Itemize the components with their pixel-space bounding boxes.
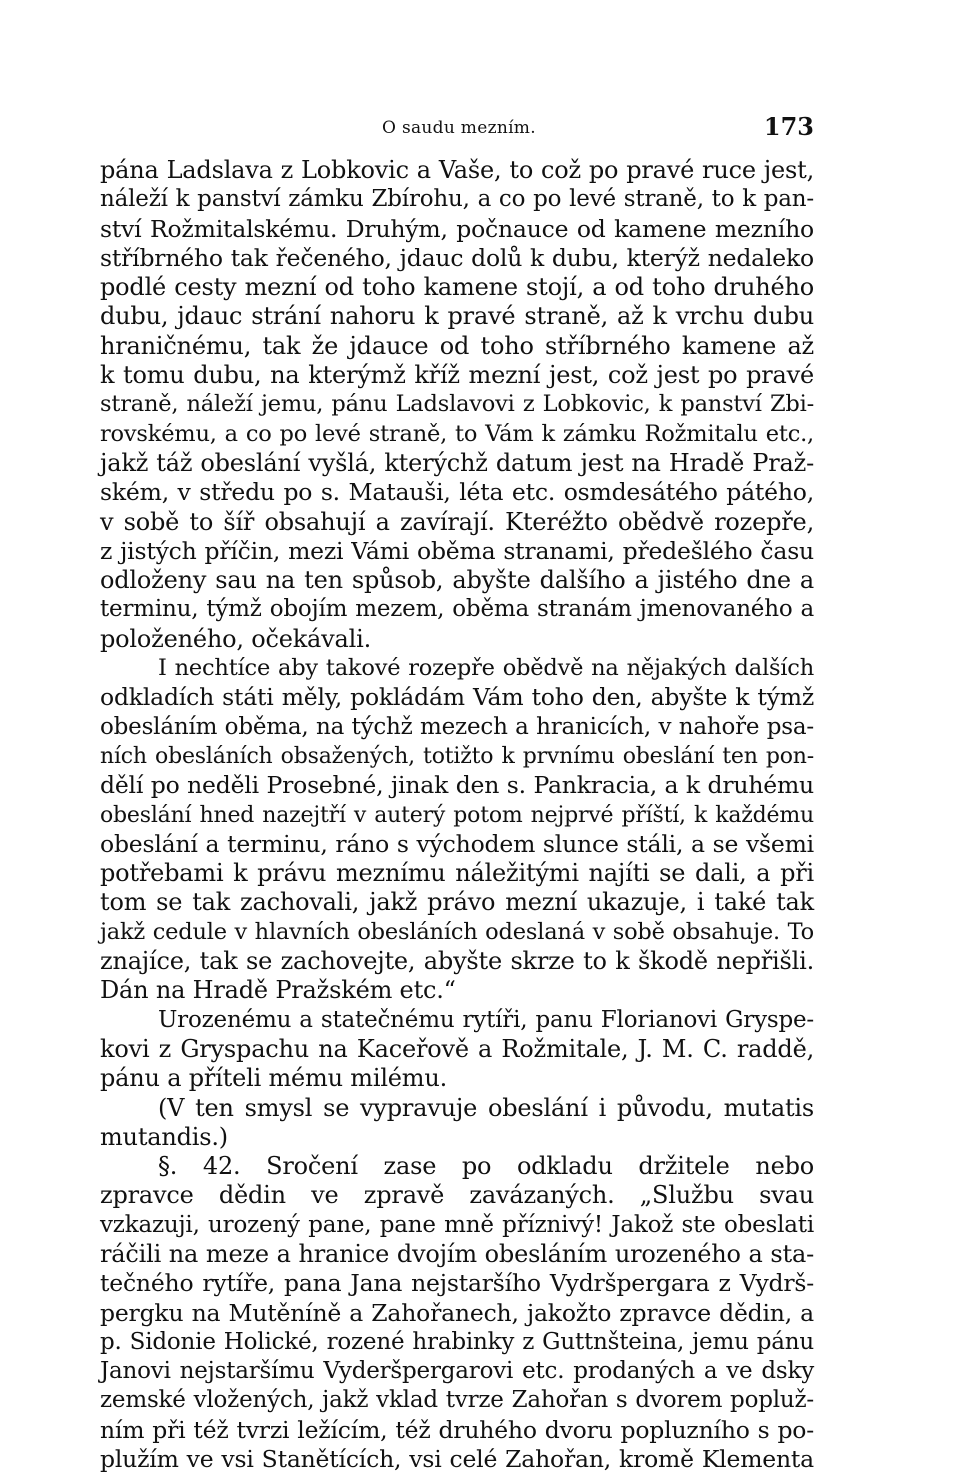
text-line: kovi z Gryspachu na Kaceřově a Rožmitale, J. M. C. raddě, bbox=[100, 1034, 814, 1063]
text-line: hraničnému, tak že jdauce od toho stříbrného kamene až bbox=[100, 331, 814, 360]
text-line: Dán na Hradě Pražském etc.“ bbox=[100, 976, 456, 1005]
text-line: položeného, očekávali. bbox=[100, 624, 372, 653]
text-line: obeslání a terminu, ráno s východem slunce stáli, a se všemi bbox=[100, 829, 814, 858]
text-line: zemské vložených, jakž vklad tvrze Zahořan s dvorem popluž- bbox=[100, 1387, 814, 1414]
text-line: k tomu dubu, na kterýmž kříž mezní jest, což jest po pravé bbox=[100, 361, 814, 390]
text-line: stříbrného tak řečeného, jdauc dolů k dubu, kterýž nedaleko bbox=[100, 243, 814, 272]
text-line: znajíce, tak se zachovejte, abyšte skrze to k škodě nepřišli. bbox=[100, 947, 814, 976]
text-line: pánu a příteli mému milému. bbox=[100, 1064, 448, 1093]
text-line: vzkazuji, urozený pane, pane mně příznivý! Jakož ste obeslati bbox=[100, 1211, 814, 1238]
text-line: p. Sidonie Holické, rozené hrabinky z Guttnšteina, jemu pánu bbox=[100, 1328, 814, 1355]
text-line: ních obesláních obsažených, totižto k prvnímu obeslání ten pon- bbox=[100, 743, 814, 769]
text-line: ráčili na meze a hranice dvojím obesláním urozeného a sta- bbox=[100, 1239, 814, 1268]
text-line: jakž cedule v hlavních obesláních odeslaná v sobě obsahuje. To bbox=[100, 918, 814, 945]
text-line: náleží k panství zámku Zbírohu, a co po levé straně, to k pan- bbox=[100, 186, 814, 213]
text-line: pergku na Mutěníně a Zahořanech, jakožto zpravce dědin, a bbox=[100, 1298, 814, 1327]
running-title: O saudu mezním. bbox=[382, 118, 536, 138]
text-line: pána Ladslava z Lobkovic a Vaše, to což po pravé ruce jest, bbox=[100, 156, 814, 184]
text-line: mutandis.) bbox=[100, 1122, 228, 1151]
text-line: z jistých příčin, mezi Vámi oběma stranami, předešlého času bbox=[100, 536, 814, 565]
text-line: plužím ve vsi Stanětících, vsi celé Zahořan, kromě Klementa bbox=[100, 1445, 814, 1474]
text-line: v sobě to šíř obsahují a zavírají. Kteréžto obědvě rozepře, bbox=[100, 507, 814, 536]
text-line: straně, náleží jemu, pánu Ladslavovi z Lobkovic, k panství Zbi- bbox=[100, 391, 814, 418]
text-line: dělí po neděli Prosebné, jinak den s. Pankracia, a k druhému bbox=[100, 771, 814, 800]
text-line: rovskému, a co po levé straně, to Vám k zámku Rožmitalu etc., bbox=[100, 420, 814, 447]
text-line: zpravce dědin ve zpravě zavázaných. „Službu svau bbox=[100, 1181, 814, 1210]
text-line: Urozenému a statečnému rytíři, panu Florianovi Gryspe- bbox=[158, 1006, 814, 1033]
text-line: terminu, týmž obojím mezem, oběma stranám jmenovaného a bbox=[100, 596, 814, 623]
text-line: podlé cesty mezní od toho kamene stojí, a od toho druhého bbox=[100, 273, 814, 302]
text-line: ním při též tvrzi ležícím, též druhého dvoru popluzního s po- bbox=[100, 1415, 814, 1444]
text-line: ském, v středu po s. Matauši, léta etc. osmdesátého pátého, bbox=[100, 478, 814, 507]
page-number: 173 bbox=[763, 112, 814, 141]
text-line: §. 42. Sročení zase po odkladu držitele nebo bbox=[158, 1152, 814, 1181]
text-line: obeslání hned nazejtří v auterý potom nejprvé příští, k každému bbox=[100, 802, 814, 828]
text-line: obesláním oběma, na týchž mezech a hranicích, v nahoře psa- bbox=[100, 713, 814, 740]
text-line: jakž táž obeslání vyšlá, kterýchž datum jest na Hradě Praž- bbox=[100, 448, 814, 477]
text-line: tečného rytíře, pana Jana nejstaršího Vydršpergara z Vydrš- bbox=[100, 1269, 814, 1298]
text-line: dubu, jdauc strání nahoru k pravé straně, až k vrchu dubu bbox=[100, 302, 814, 331]
page-body-text bbox=[100, 156, 814, 1474]
text-line: potřebami k právu meznímu náležitými najíti se dali, a při bbox=[100, 859, 814, 888]
book-page bbox=[100, 110, 814, 1474]
text-line: odloženy sau na ten spůsob, abyšte dalšího a jistého dne a bbox=[100, 566, 814, 595]
text-line: tom se tak zachovali, jakž právo mezní ukazuje, i také tak bbox=[100, 888, 814, 917]
text-line: ství Rožmitalskému. Druhým, počnauce od kamene mezního bbox=[100, 214, 814, 243]
page-header bbox=[100, 110, 814, 144]
text-line: odkladích státi měly, pokládám Vám toho den, abyšte k týmž bbox=[100, 683, 814, 712]
text-line: (V ten smysl se vypravuje obeslání i původu, mutatis bbox=[158, 1093, 814, 1122]
text-line: Janovi nejstaršímu Vyderšpergarovi etc. prodaných a ve dsky bbox=[100, 1358, 814, 1385]
text-line: I nechtíce aby takové rozepře obědvě na nějakých dalších bbox=[158, 655, 814, 682]
